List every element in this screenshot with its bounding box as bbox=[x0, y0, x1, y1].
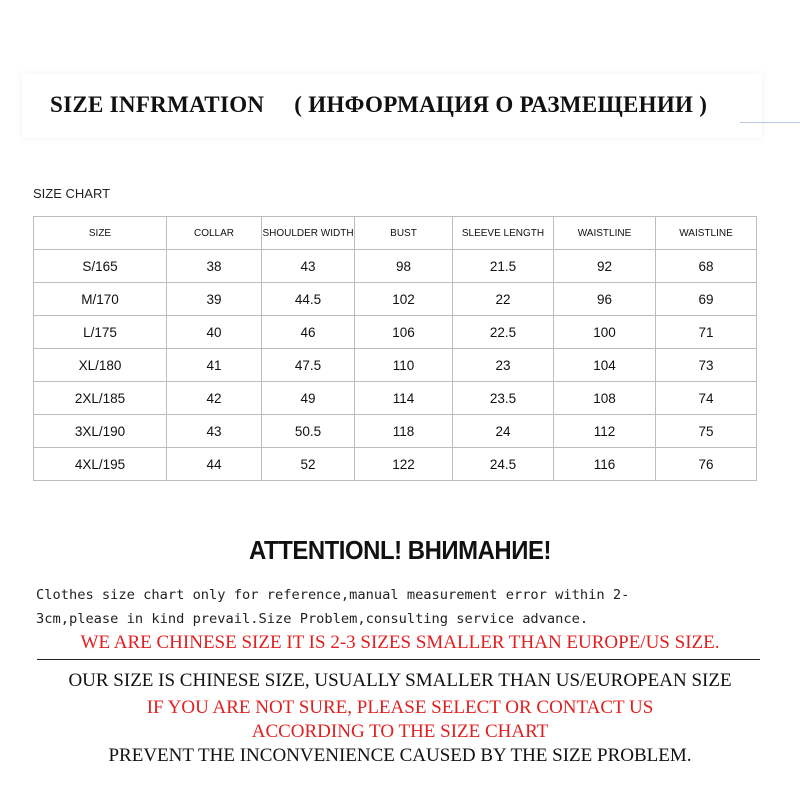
table-cell: 46 bbox=[262, 316, 355, 349]
size-chart-label: SIZE CHART bbox=[33, 186, 111, 201]
table-row bbox=[34, 316, 757, 349]
section-divider bbox=[37, 659, 760, 660]
table-cell: 104 bbox=[554, 349, 656, 382]
table-cell: 122 bbox=[355, 448, 453, 481]
table-cell: 40 bbox=[167, 316, 262, 349]
header-divider-line bbox=[740, 122, 800, 123]
footer-line-contact: IF YOU ARE NOT SURE, PLEASE SELECT OR CONTACT US bbox=[146, 697, 654, 718]
column-header: WAISTLINE bbox=[656, 217, 757, 250]
measurement-notice bbox=[36, 583, 766, 631]
table-cell: 22.5 bbox=[453, 316, 554, 349]
table-cell: 68 bbox=[656, 250, 757, 283]
table-cell: XL/180 bbox=[34, 349, 167, 382]
table-cell: 100 bbox=[554, 316, 656, 349]
column-header: WAISTLINE bbox=[554, 217, 656, 250]
table-cell: 92 bbox=[554, 250, 656, 283]
table-cell: 47.5 bbox=[262, 349, 355, 382]
table-cell: 43 bbox=[262, 250, 355, 283]
page-title bbox=[50, 92, 707, 118]
table-cell: 23 bbox=[453, 349, 554, 382]
page-title-english: SIZE INFRMATION bbox=[50, 92, 265, 117]
page-title-russian: ( ИНФОРМАЦИЯ О РАЗМЕЩЕНИИ ) bbox=[294, 92, 708, 117]
chinese-size-warning: WE ARE CHINESE SIZE IT IS 2-3 SIZES SMALLER THAN EUROPE/US SIZE. bbox=[80, 632, 720, 653]
footer-line-size-chart: ACCORDING TO THE SIZE CHART bbox=[251, 721, 549, 742]
table-cell: 41 bbox=[167, 349, 262, 382]
table-cell: 96 bbox=[554, 283, 656, 316]
table-cell: 44 bbox=[167, 448, 262, 481]
table-cell: 114 bbox=[355, 382, 453, 415]
table-cell: 106 bbox=[355, 316, 453, 349]
table-cell: M/170 bbox=[34, 283, 167, 316]
table-row bbox=[34, 415, 757, 448]
table-cell: 76 bbox=[656, 448, 757, 481]
table-cell: 112 bbox=[554, 415, 656, 448]
table-cell: 69 bbox=[656, 283, 757, 316]
table-cell: 3XL/190 bbox=[34, 415, 167, 448]
column-header: COLLAR bbox=[167, 217, 262, 250]
table-cell: 42 bbox=[167, 382, 262, 415]
table-cell: 73 bbox=[656, 349, 757, 382]
table-cell: 38 bbox=[167, 250, 262, 283]
table-cell: 116 bbox=[554, 448, 656, 481]
attention-heading: ATTENTIONL! ВНИМАНИЕ! bbox=[249, 535, 551, 565]
table-cell: 49 bbox=[262, 382, 355, 415]
table-cell: 24 bbox=[453, 415, 554, 448]
table-cell: 23.5 bbox=[453, 382, 554, 415]
table-cell: 102 bbox=[355, 283, 453, 316]
table-cell: 4XL/195 bbox=[34, 448, 167, 481]
table-header-row bbox=[34, 217, 757, 250]
table-cell: L/175 bbox=[34, 316, 167, 349]
table-cell: 24.5 bbox=[453, 448, 554, 481]
table-cell: 22 bbox=[453, 283, 554, 316]
table-row bbox=[34, 382, 757, 415]
column-header: SLEEVE LENGTH bbox=[453, 217, 554, 250]
table-cell: 21.5 bbox=[453, 250, 554, 283]
table-cell: 2XL/185 bbox=[34, 382, 167, 415]
table-cell: 43 bbox=[167, 415, 262, 448]
column-header: BUST bbox=[355, 217, 453, 250]
table-cell: 44.5 bbox=[262, 283, 355, 316]
table-cell: 52 bbox=[262, 448, 355, 481]
table-cell: 39 bbox=[167, 283, 262, 316]
table-cell: 110 bbox=[355, 349, 453, 382]
size-table bbox=[33, 216, 757, 481]
column-header: SIZE bbox=[34, 217, 167, 250]
table-cell: S/165 bbox=[34, 250, 167, 283]
footer-line-chinese-size: OUR SIZE IS CHINESE SIZE, USUALLY SMALLER THAN US/EUROPEAN SIZE bbox=[68, 670, 732, 691]
table-row bbox=[34, 349, 757, 382]
table-row bbox=[34, 448, 757, 481]
table-cell: 50.5 bbox=[262, 415, 355, 448]
table-cell: 98 bbox=[355, 250, 453, 283]
table-cell: 74 bbox=[656, 382, 757, 415]
table-row bbox=[34, 250, 757, 283]
notice-line: 3cm,please in kind prevail.Size Problem,consulting service advance. bbox=[36, 611, 589, 627]
table-cell: 108 bbox=[554, 382, 656, 415]
table-cell: 118 bbox=[355, 415, 453, 448]
footer-line-prevent: PREVENT THE INCONVENIENCE CAUSED BY THE SIZE PROBLEM. bbox=[108, 745, 692, 766]
column-header: SHOULDER WIDTH bbox=[262, 217, 355, 250]
table-cell: 75 bbox=[656, 415, 757, 448]
notice-line: Clothes size chart only for reference,manual measurement error within 2- bbox=[36, 587, 630, 603]
table-row bbox=[34, 283, 757, 316]
table-cell: 71 bbox=[656, 316, 757, 349]
